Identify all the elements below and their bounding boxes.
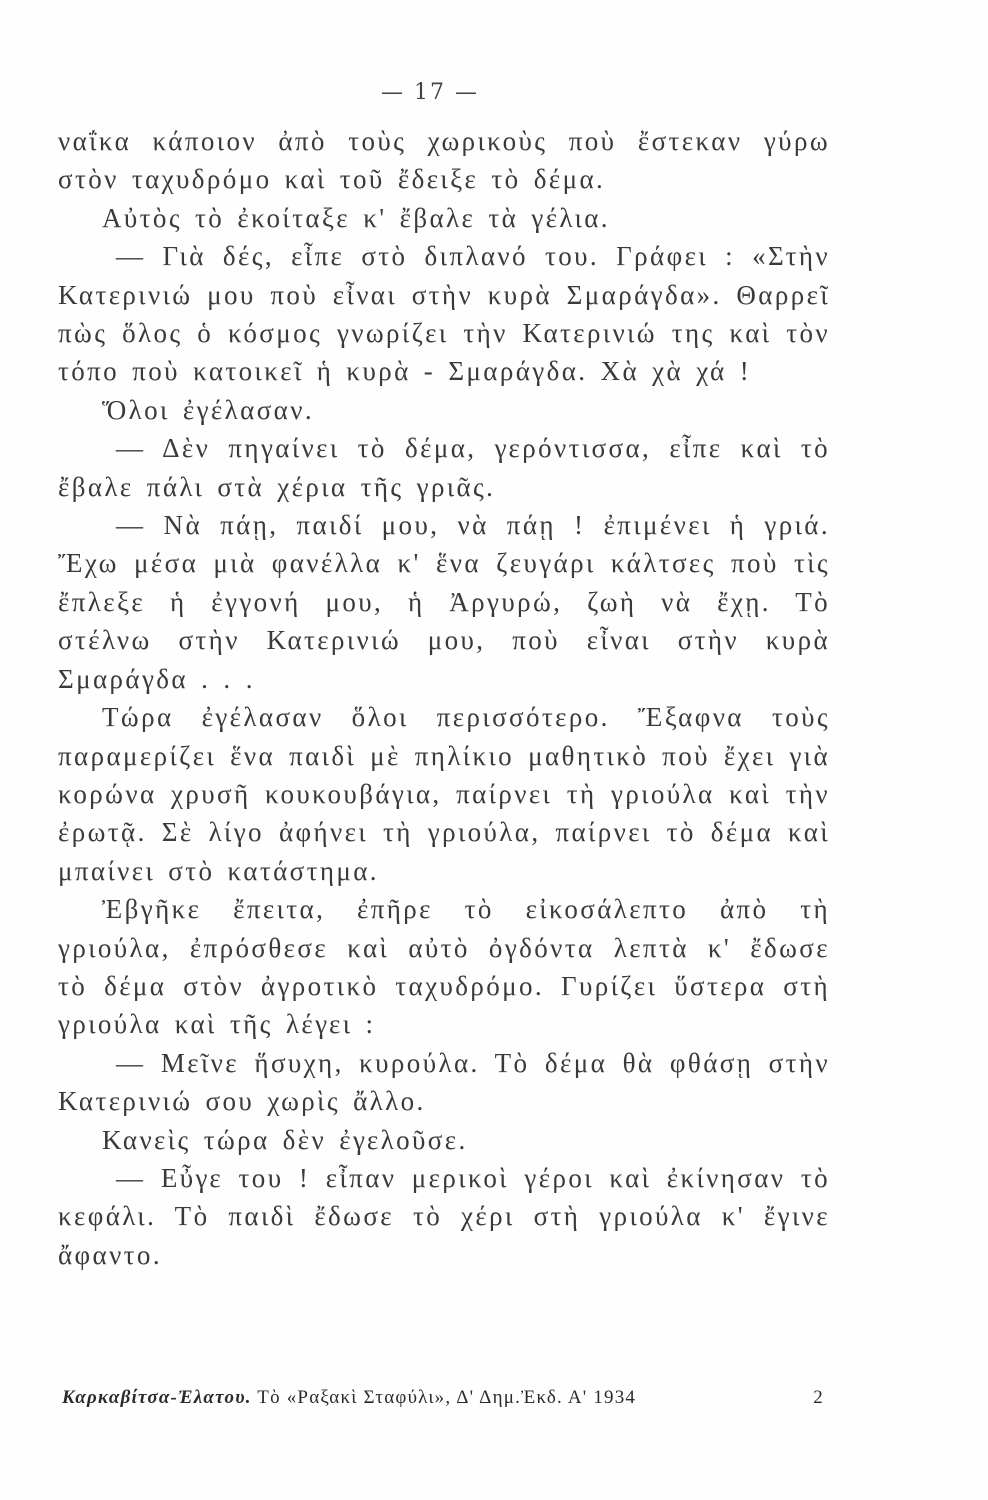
paragraph-1: ναΐκα κάποιον ἀπὸ τοὺς χωρικοὺς ποὺ ἔστεκαν γύρω στὸν ταχυδρόμο καὶ τοῦ ἔδειξε τὸ δέμα. (58, 126, 830, 195)
footer-imprint-group (62, 1387, 636, 1409)
paragraph-11: — Εὖγε του ! εἶπαν μερικοὶ γέροι καὶ ἐκίνησαν τὸ κεφάλι. Τὸ παιδὶ ἔδωσε τὸ χέρι στὴ γριούλα κ' ἔγινε ἄφαντο. (58, 1162, 830, 1270)
paragraph-4: Ὅλοι ἐγέλασαν. (102, 394, 314, 425)
paragraph-9: — Μεῖνε ἥσυχη, κυρούλα. Τὸ δέμα θὰ φθάσῃ στὴν Κατερινιώ σου χωρὶς ἄλλο. (58, 1047, 830, 1117)
footer-imprint: Τὸ «Ραξακὶ Σταφύλι», Δ' Δημ.Ἐκδ. Α' 1934 (257, 1387, 637, 1408)
paragraph-3: — Γιὰ δές, εἶπε στὸ διπλανό του. Γράφει : «Στὴν Κατερινιώ μου ποὺ εἶναι στὴν κυρὰ Σμαράγδα». Θαρρεῖ πὼς ὅλος ὁ κόσμος γνωρίζει τὴν Κατερινιώ της καὶ τὸν τόπο ποὺ κατοικεῖ ἡ κυρὰ - Σμαράγδα. Χὰ χὰ χά ! (58, 241, 830, 387)
paragraph-7: Τώρα ἐγέλασαν ὅλοι περισσότερο. Ἔξαφνα τοὺς παραμερίζει ἕνα παιδὶ μὲ πηλίκιο μαθητικὸ ποὺ ἔχει γιὰ κορώνα χρυσῆ κουκουβάγια, παίρνει τὴ γριούλα καὶ τὴν ἐρωτᾷ. Σὲ λίγο ἀφήνει τὴ γριούλα, παίρνει τὸ δέμα καὶ μπαίνει στὸ κατάστημα. (58, 702, 830, 886)
paragraph-6: — Νὰ πάῃ, παιδί μου, νὰ πάῃ ! ἐπιμένει ἡ γριά. Ἔχω μέσα μιὰ φανέλλα κ' ἕνα ζευγάρι κάλτσες ποὺ τὶς ἔπλεξε ἡ ἐγγονή μου, ἡ Ἀργυρώ, ζωὴ νὰ ἔχῃ. Τὸ στέλνω στὴν Κατερινιώ μου, ποὺ εἶναι στὴν κυρὰ Σμαράγδα . . . (58, 510, 830, 694)
paragraph-8: Ἐβγῆκε ἔπειτα, ἐπῆρε τὸ εἰκοσάλεπτο ἀπὸ τὴ γριούλα, ἐπρόσθεσε καὶ αὐτὸ ὀγδόντα λεπτὰ κ' ἔδωσε τὸ δέμα στὸν ἀγροτικὸ ταχυδρόμο. Γυρίζει ὕστερα στὴ γριούλα καὶ τῆς λέγει : (58, 894, 830, 1040)
footer-city: Καρκαβίτσα-Ἐλατου. (62, 1387, 252, 1408)
paragraph-2: Αὐτὸς τὸ ἐκοίταξε κ' ἔβαλε τὰ γέλια. (102, 202, 610, 233)
footer (62, 1387, 824, 1409)
paragraph-10: Κανεὶς τώρα δὲν ἐγελοῦσε. (102, 1124, 468, 1155)
paragraph-5: — Δὲν πηγαίνει τὸ δέμα, γερόντισσα, εἶπε καὶ τὸ ἔβαλε πάλι στὰ χέρια τῆς γριᾶς. (58, 433, 830, 502)
body-text (58, 122, 830, 1274)
page-number: — 17 — (381, 80, 479, 105)
footer-signature: 2 (813, 1387, 824, 1408)
